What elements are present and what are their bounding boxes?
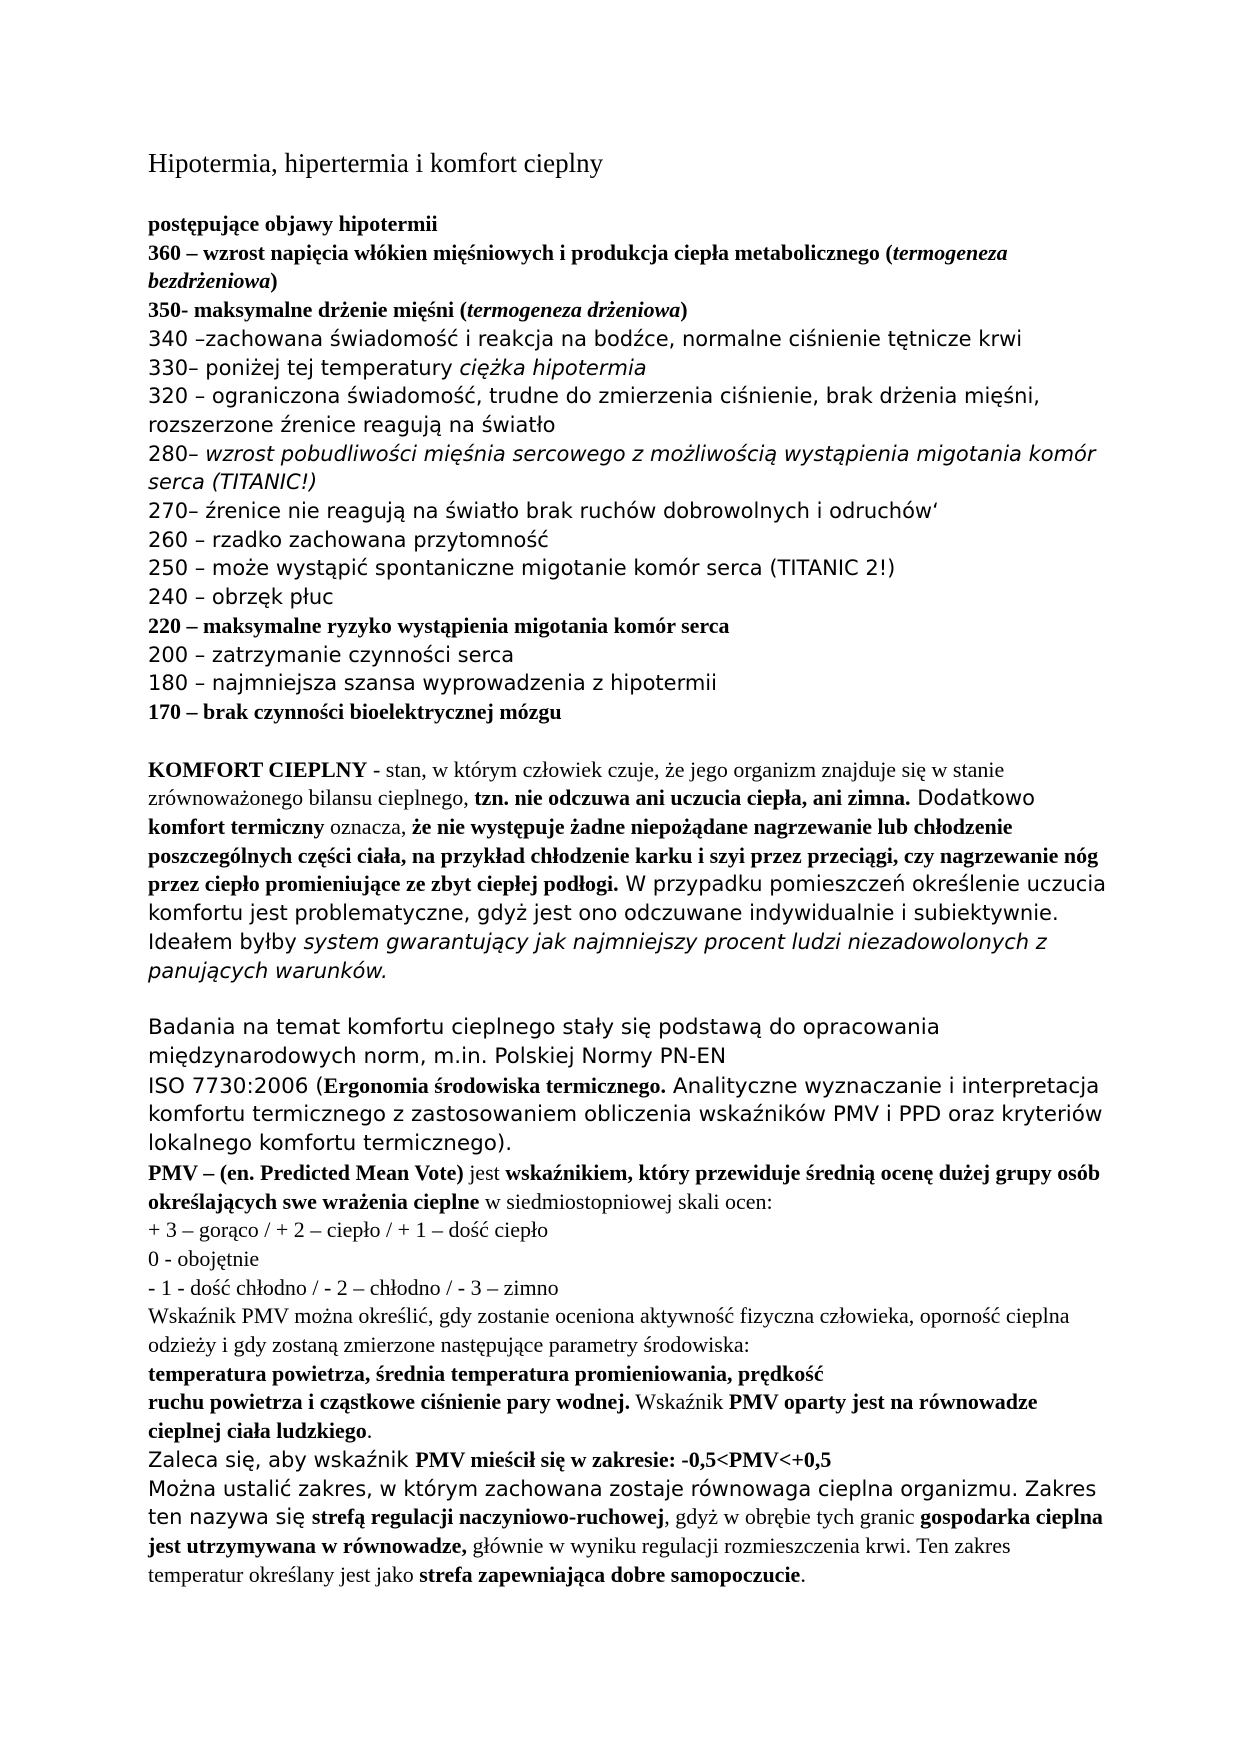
list-heading: postępujące objawy hipotermii bbox=[148, 211, 438, 236]
list-item-250: 250 – może wystąpić spontaniczne migotanie komór serca (TITANIC 2!) bbox=[148, 556, 896, 581]
list-item-320: 320 – ograniczona świadomość, trudne do zmierzenia ciśnienie, brak drżenia mięśni, rozszerzone źrenice reagują na światło bbox=[148, 384, 1040, 437]
pmv-definition: PMV – (en. Predicted Mean Vote) jest wskaźnikiem, który przewiduje średnią ocenę dużej grupy osób określających swe wrażenia cieplne w siedmiostopniowej skali ocen: bbox=[148, 1159, 1101, 1214]
list-item-330: 330– poniżej tej temperatury ciężka hipotermia bbox=[148, 355, 647, 380]
list-item-220: 220 – maksymalne ryzyko wystąpienia migotania komór serca bbox=[148, 612, 730, 638]
document-page bbox=[148, 148, 1108, 1589]
list-item-340: 340 –zachowana świadomość i reakcja na bodźce, normalne ciśnienie tętnicze krwi bbox=[148, 326, 1023, 351]
list-item-280: 280– wzrost pobudliwości mięśnia sercowego z możliwością wystąpienia migotania komór serca (TITANIC!) bbox=[148, 441, 1096, 495]
list-item-180: 180 – najmniejsza szansa wyprowadzenia z hipotermii bbox=[148, 671, 717, 696]
list-item-350: 350- maksymalne drżenie mięśni (termogeneza drżeniowa) bbox=[148, 297, 688, 323]
list-item-170: 170 – brak czynności bioelektrycznej mózgu bbox=[148, 698, 562, 724]
comfort-paragraph: KOMFORT CIEPLNY - stan, w którym człowiek czuje, że jego organizm znajduje się w stanie zrównoważonego bilansu cieplnego, tzn. nie odczuwa ani uczucia ciepła, ani zimna. Dodatkowo komfort termiczny oznacza, że nie występuje żadne niepożądane nagrzewanie lub chłodzenie poszczególnych części ciała, na przykład chłodzenie karku i szyi przez przeciągi, czy nagrzewanie nóg przez ciepło promieniujące ze zbyt ciepłej podłogi. W przypadku pomieszczeń określenie uczucia komfortu jest problematyczne, gdyż jest ono odczuwane indywidualnie i subiektywnie. Ideałem byłby system gwarantujący jak najmniejszy procent ludzi niezadowolonych z panujących warunków. bbox=[148, 756, 1107, 983]
pmv-range-paragraph: Zaleca się, aby wskaźnik PMV mieścił się w zakresie: -0,5<PMV<+0,5 bbox=[148, 1446, 832, 1472]
norms-paragraph: Badania na temat komfortu cieplnego stały się podstawą do opracowania międzynarodowych norm, m.in. Polskiej Normy PN-EN ISO 7730:2006 (Ergonomia środowiska termicznego. Analityczne wyznaczanie i interpretacja komfortu termicznego z zastosowaniem obliczenia wskaźników PMV i PPD oraz kryteriów lokalnego komfortu termicznego). bbox=[148, 1015, 1103, 1157]
hypothermia-list bbox=[148, 210, 1108, 727]
pmv-scale-cold: - 1 - dość chłodno / - 2 – chłodno / - 3 – zimno bbox=[148, 1274, 559, 1300]
pmv-scale-hot: + 3 – gorąco / + 2 – ciepło / + 1 – dość ciepło bbox=[148, 1217, 549, 1243]
list-item-200: 200 – zatrzymanie czynności serca bbox=[148, 642, 515, 667]
list-item-260: 260 – rzadko zachowana przytomność bbox=[148, 527, 549, 552]
pmv-scale-neutral: 0 - obojętnie bbox=[148, 1245, 260, 1271]
list-item-360: 360 – wzrost napięcia włókien mięśniowych i produkcja ciepła metabolicznego (termogeneza bezdrżeniowa) bbox=[148, 239, 1008, 294]
thermoregulation-paragraph: Można ustalić zakres, w którym zachowana zostaje równowaga cieplna organizmu. Zakres ten nazywa się strefą regulacji naczyniowo-ruchowej, gdyż w obrębie tych granic gospodarka cieplna jest utrzymywana w równowadze, głównie w wyniku regulacji rozmieszczenia krwi. Ten zakres temperatur określany jest jako strefa zapewniająca dobre samopoczucie. bbox=[148, 1476, 1103, 1587]
list-item-270: 270– źrenice nie reagują na światło brak ruchów dobrowolnych i odruchów‘ bbox=[148, 499, 939, 524]
document-title: Hipotermia, hipertermia i komfort cieplny bbox=[148, 148, 604, 178]
pmv-parameters-paragraph: Wskaźnik PMV można określić, gdy zostanie oceniona aktywność fizyczna człowieka, oporność cieplna odzieży i gdy zostaną zmierzone następujące parametry środowiska: temperatura powietrza, średnia temperatura promieniowania, prędkość ruchu powietrza i cząstkowe ciśnienie pary wodnej. Wskaźnik PMV oparty jest na równowadze cieplnej ciała ludzkiego. bbox=[148, 1303, 1070, 1444]
list-item-240: 240 – obrzęk płuc bbox=[148, 585, 334, 610]
